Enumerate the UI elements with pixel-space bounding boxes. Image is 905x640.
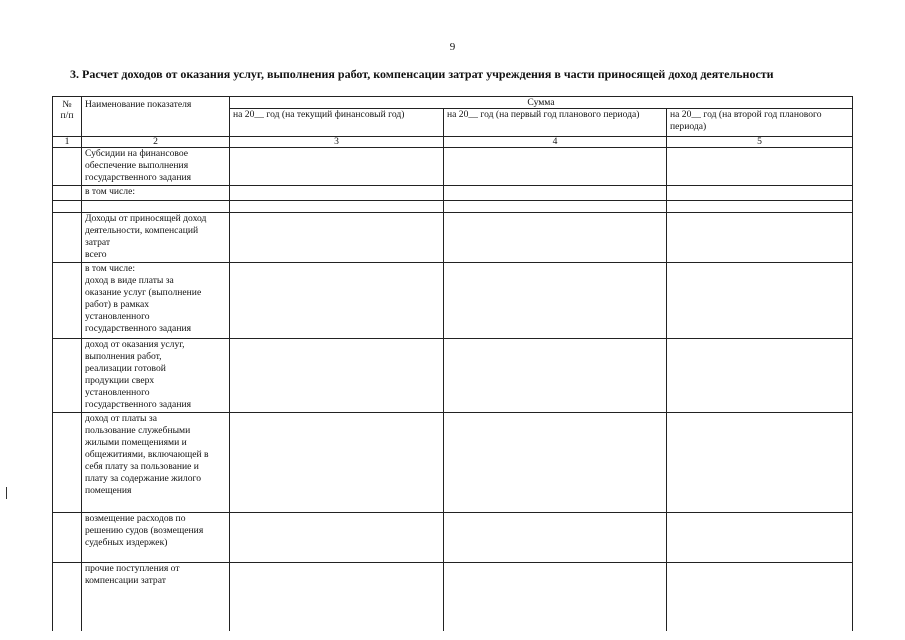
value-cell — [444, 201, 667, 213]
row-number-cell — [53, 263, 82, 339]
header-current-year-label: на 20__ год (на текущий финансовый год) — [233, 109, 405, 120]
value-cell — [230, 413, 444, 513]
row-number-cell — [53, 513, 82, 563]
table-row — [53, 413, 853, 513]
column-number: 5 — [667, 137, 853, 148]
header-first-plan-year — [444, 109, 667, 137]
value-cell — [444, 339, 667, 413]
row-name-cell: Доходы от приносящей доход деятельности, компенсаций затрат всего — [82, 213, 230, 263]
table-row — [53, 201, 853, 213]
row-name-cell: в том числе: — [82, 186, 230, 201]
table-row — [53, 213, 853, 263]
section-title: 3. Расчет доходов от оказания услуг, выполнения работ, компенсации затрат учреждения в части приносящей доход деятельности — [70, 67, 774, 81]
value-cell — [667, 339, 853, 413]
value-cell — [230, 263, 444, 339]
value-cell — [230, 563, 444, 631]
scan-margin-mark — [6, 487, 7, 499]
table-row — [53, 339, 853, 413]
value-cell — [444, 148, 667, 186]
header-second-plan-year-label: на 20__ год (на второй год планового периода) — [670, 109, 822, 132]
value-cell — [230, 213, 444, 263]
row-number-cell — [53, 213, 82, 263]
value-cell — [444, 513, 667, 563]
table-row — [53, 563, 853, 631]
value-cell — [230, 513, 444, 563]
row-number-cell — [53, 563, 82, 631]
table-row — [53, 186, 853, 201]
row-name-cell: в том числе: доход в виде платы за оказание услуг (выполнение работ) в рамках установленного государственного задания — [82, 263, 230, 339]
column-numbers-row — [53, 137, 853, 148]
header-first-plan-year-label: на 20__ год (на первый год планового периода) — [447, 109, 640, 120]
table-row — [53, 148, 853, 186]
value-cell — [230, 339, 444, 413]
header-number-label: № п/п — [60, 99, 74, 121]
value-cell — [667, 513, 853, 563]
header-number — [53, 97, 82, 137]
column-number: 3 — [230, 137, 444, 148]
page-number: 9 — [449, 41, 456, 53]
value-cell — [444, 186, 667, 201]
value-cell — [230, 148, 444, 186]
value-cell — [667, 186, 853, 201]
value-cell — [444, 213, 667, 263]
value-cell — [230, 201, 444, 213]
column-number: 1 — [53, 137, 82, 148]
value-cell — [667, 148, 853, 186]
row-name-cell: возмещение расходов по решению судов (возмещения судебных издержек) — [82, 513, 230, 563]
value-cell — [667, 213, 853, 263]
row-number-cell — [53, 186, 82, 201]
value-cell — [667, 263, 853, 339]
value-cell — [667, 563, 853, 631]
header-current-year — [230, 109, 444, 137]
row-name-cell: Субсидии на финансовое обеспечение выполнения государственного задания — [82, 148, 230, 186]
value-cell — [667, 201, 853, 213]
column-number: 2 — [82, 137, 230, 148]
row-number-cell — [53, 339, 82, 413]
row-number-cell — [53, 201, 82, 213]
row-name-cell: доход от платы за пользование служебными жилыми помещениями и общежитиями, включающей в себя плату за пользование и плату за содержание жилого помещения — [82, 413, 230, 513]
header-indicator-name-label: Наименование показателя — [85, 99, 192, 110]
header-second-plan-year — [667, 109, 853, 137]
row-name-cell: прочие поступления от компенсации затрат — [82, 563, 230, 631]
value-cell — [444, 263, 667, 339]
value-cell — [230, 186, 444, 201]
value-cell — [444, 413, 667, 513]
table-row — [53, 263, 853, 339]
row-name-cell — [82, 201, 230, 213]
header-sum-label: Сумма — [527, 97, 555, 108]
header-indicator-name — [82, 97, 230, 137]
header-sum — [230, 97, 853, 109]
row-number-cell — [53, 413, 82, 513]
table-row — [53, 513, 853, 563]
row-number-cell — [53, 148, 82, 186]
value-cell — [667, 413, 853, 513]
value-cell — [444, 563, 667, 631]
column-number: 4 — [444, 137, 667, 148]
row-name-cell: доход от оказания услуг, выполнения работ, реализации готовой продукции сверх установленного государственного задания — [82, 339, 230, 413]
income-calculation-table — [52, 96, 853, 631]
